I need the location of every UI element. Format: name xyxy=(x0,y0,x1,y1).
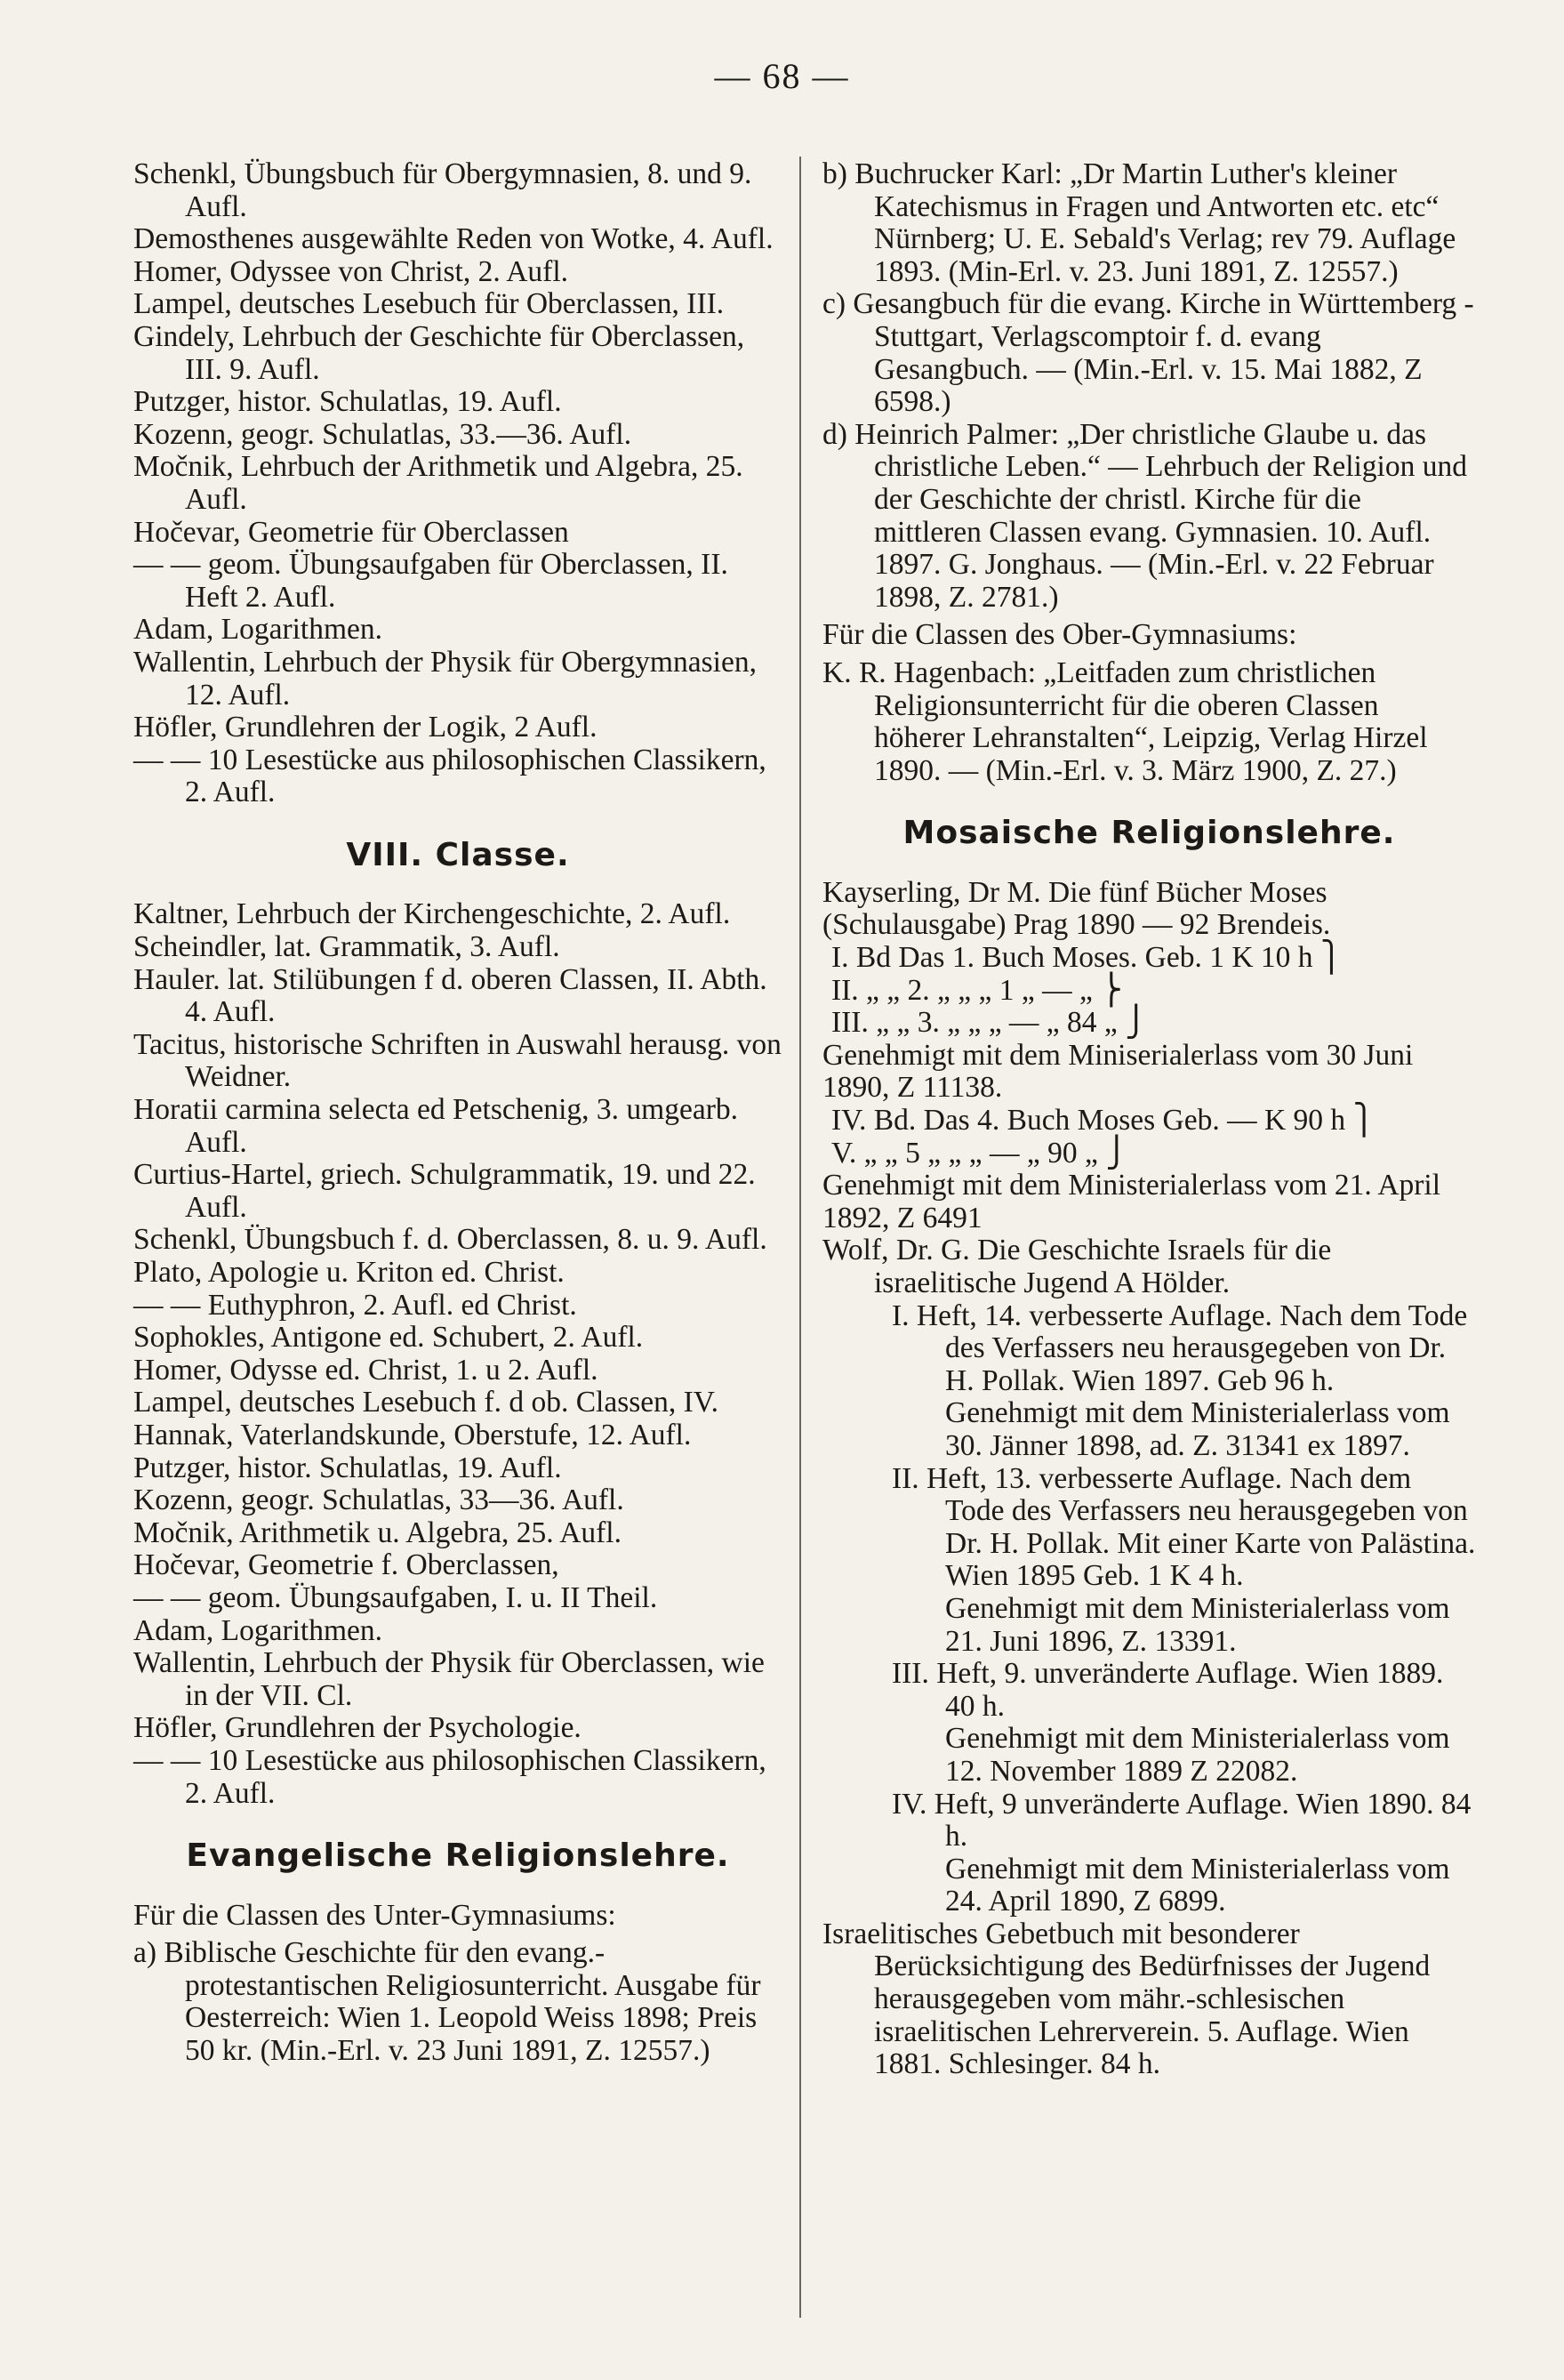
heft-entry: I. Heft, 14. verbesserte Auflage. Nach dem Tode des Verfassers neu herausgegeben von Dr. H. Pollak. Wien 1897. Geb 96 h. xyxy=(892,1299,1468,1397)
book-entry: — — geom. Übungsaufgaben, I. u. II Theil. xyxy=(133,1580,658,1614)
book-entry: Schenkl, Übungsbuch f. d. Oberclassen, 8. u. 9. Aufl. xyxy=(133,1223,767,1257)
volume-line: I. Bd Das 1. Buch Moses. Geb. 1 K 10 h ⎫ xyxy=(831,941,1343,975)
book-entry: Hannak, Vaterlandskunde, Oberstufe, 12. Aufl. xyxy=(133,1418,692,1451)
book-entry: Adam, Logarithmen. xyxy=(133,613,383,647)
book-entry: Hočevar, Geometrie f. Oberclassen, xyxy=(133,1548,559,1582)
book-entry: Wallentin, Lehrbuch der Physik für Oberclassen, wie in der VII. Cl. xyxy=(133,1646,765,1712)
heft-entry: III. Heft, 9. unveränderte Auflage. Wien 1889. 40 h. xyxy=(892,1657,1444,1723)
book-entry: Wolf, Dr. G. Die Geschichte Israels für die israelitische Jugend A Hölder. xyxy=(822,1234,1332,1299)
book-entry: Lampel, deutsches Lesebuch f. d ob. Classen, IV. xyxy=(133,1386,719,1419)
volume-line: V. „ „ 5 „ „ „ — „ 90 „ ⎭ xyxy=(831,1136,1128,1170)
book-entry: Scheindler, lat. Grammatik, 3. Aufl. xyxy=(133,930,560,964)
book-entry: Horatii carmina selecta ed Petschenig, 3. umgearb. Aufl. xyxy=(133,1093,738,1159)
class-intro: Für die Classen des Ober-Gymnasiums: xyxy=(822,618,1297,652)
volume-line: IV. Bd. Das 4. Buch Moses Geb. — K 90 h ⎫ xyxy=(831,1104,1376,1138)
lettered-entry: c) Gesangbuch für die evang. Kirche in Württemberg - Stuttgart, Verlagscomptoir f. d. evang Gesangbuch. — (Min.-Erl. v. 15. Mai 1882, Z 6598.) xyxy=(822,287,1474,419)
book-entry: Putzger, histor. Schulatlas, 19. Aufl. xyxy=(133,385,562,419)
left-column xyxy=(133,158,782,2068)
approval-note: Genehmigt mit dem Ministerialerlass vom 24. April 1890, Z 6899. xyxy=(945,1852,1450,1918)
book-entry: Lampel, deutsches Lesebuch für Oberclassen, III. xyxy=(133,287,725,321)
lettered-entry: b) Buchrucker Karl: „Dr Martin Luther's kleiner Katechismus in Fragen und Antworten etc. etc“ Nürnberg; U. E. Sebald's Verlag; rev 79. Auflage 1893. (Min-Erl. v. 23. Juni 1891, Z. 12557.) xyxy=(822,157,1456,288)
book-entry: Sophokles, Antigone ed. Schubert, 2. Aufl. xyxy=(133,1321,644,1355)
book-entry: Hauler. lat. Stilübungen f d. oberen Classen, II. Abth. 4. Aufl. xyxy=(133,962,767,1029)
book-entry: Homer, Odyssee von Christ, 2. Aufl. xyxy=(133,254,569,288)
book-entry: Gindely, Lehrbuch der Geschichte für Oberclassen, III. 9. Aufl. xyxy=(133,319,745,386)
book-entry: Homer, Odysse ed. Christ, 1. u 2. Aufl. xyxy=(133,1353,598,1387)
book-entry: Schenkl, Übungsbuch für Obergymnasien, 8. und 9. Aufl. xyxy=(133,157,752,223)
right-column xyxy=(822,158,1476,2081)
book-entry: Plato, Apologie u. Kriton ed. Christ. xyxy=(133,1256,565,1289)
book-entry: — — 10 Lesestücke aus philosophischen Classikern, 2. Aufl. xyxy=(133,1743,766,1810)
book-entry: K. R. Hagenbach: „Leitfaden zum christlichen Religionsunterricht für die oberen Classen höherer Lehranstalten“, Leipzig, Verlag Hirzel 1890. — (Min.-Erl. v. 3. März 1900, Z. 27.) xyxy=(822,655,1428,787)
book-entry: Močnik, Lehrbuch der Arithmetik und Algebra, 25. Aufl. xyxy=(133,450,743,516)
book-entry: Hočevar, Geometrie für Oberclassen xyxy=(133,515,569,549)
book-entry: Kozenn, geogr. Schulatlas, 33—36. Aufl. xyxy=(133,1483,624,1517)
volume-line: III. „ „ 3. „ „ „ — „ 84 „ ⎭ xyxy=(831,1006,1148,1040)
book-entry: Höfler, Grundlehren der Logik, 2 Aufl. xyxy=(133,711,598,744)
approval-note: Genehmigt mit dem Miniserialerlass vom 30 Juni 1890, Z 11138. xyxy=(822,1038,1414,1105)
book-entry: Kayserling, Dr M. Die fünf Bücher Moses (Schulausgabe) Prag 1890 — 92 Brendeis. xyxy=(822,875,1331,942)
book-entry: — — geom. Übungsaufgaben für Oberclassen, II. Heft 2. Aufl. xyxy=(133,548,728,614)
approval-note: Genehmigt mit dem Ministerialerlass vom 30. Jänner 1898, ad. Z. 31341 ex 1897. xyxy=(945,1396,1450,1462)
book-entry: Kozenn, geogr. Schulatlas, 33.—36. Aufl. xyxy=(133,417,632,451)
book-entry: Demosthenes ausgewählte Reden von Wotke, 4. Aufl. xyxy=(133,222,774,256)
heft-entry: IV. Heft, 9 unveränderte Auflage. Wien 1890. 84 h. xyxy=(892,1787,1472,1853)
book-entry: Putzger, histor. Schulatlas, 19. Aufl. xyxy=(133,1451,562,1484)
page-number: — 68 — xyxy=(714,56,850,96)
section-heading-mosaische-religionslehre: Mosaische Religionslehre. xyxy=(902,815,1396,852)
book-entry: Höfler, Grundlehren der Psychologie. xyxy=(133,1711,581,1745)
section-heading-evangelische-religionslehre: Evangelische Religionslehre. xyxy=(186,1837,730,1875)
heft-entry: II. Heft, 13. verbesserte Auflage. Nach dem Tode des Verfassers neu herausgegeben von Dr. H. Pollak. Mit einer Karte von Palästina. Wien 1895 Geb. 1 K 4 h. xyxy=(892,1461,1476,1593)
book-entry: Adam, Logarithmen. xyxy=(133,1613,383,1647)
book-entry: Tacitus, historische Schriften in Auswahl herausg. von Weidner. xyxy=(133,1027,782,1094)
book-entry: Israelitisches Gebetbuch mit besonderer Berücksichtigung des Bedürfnisses der Jugend herausgegeben vom mähr.-schlesischen israelitischen Lehrerverein. 5. Auflage. Wien 1881. Schlesinger. 84 h. xyxy=(822,1917,1431,2081)
book-entry: — — Euthyphron, 2. Aufl. ed Christ. xyxy=(133,1288,577,1322)
approval-note: Genehmigt mit dem Ministerialerlass vom 12. November 1889 Z 22082. xyxy=(945,1722,1450,1788)
volume-line: II. „ „ 2. „ „ „ 1 „ — „ ⎬ xyxy=(831,973,1123,1007)
approval-note: Genehmigt mit dem Ministerialerlass vom 21. April 1892, Z 6491 xyxy=(822,1169,1441,1234)
class-intro: Für die Classen des Unter-Gymnasiums: xyxy=(133,1898,616,1932)
book-entry: Močnik, Arithmetik u. Algebra, 25. Aufl. xyxy=(133,1516,622,1549)
lettered-entry: a) Biblische Geschichte für den evang.-protestantischen Religiosunterricht. Ausgabe für Oesterreich: Wien 1. Leopold Weiss 1898; Preis 50 kr. (Min.-Erl. v. 23 Juni 1891, Z. 12557.) xyxy=(133,1936,761,2068)
book-entry: Curtius-Hartel, griech. Schulgrammatik, 19. und 22. Aufl. xyxy=(133,1158,756,1224)
approval-note: Genehmigt mit dem Ministerialerlass vom 21. Juni 1896, Z. 13391. xyxy=(945,1591,1450,1658)
book-entry: Wallentin, Lehrbuch der Physik für Obergymnasien, 12. Aufl. xyxy=(133,645,757,712)
book-entry: — — 10 Lesestücke aus philosophischen Classikern, 2. Aufl. xyxy=(133,743,766,809)
section-heading-viii-classe: VIII. Classe. xyxy=(346,836,570,873)
lettered-entry: d) Heinrich Palmer: „Der christliche Glaube u. das christliche Leben.“ — Lehrbuch der Religion und der Geschichte der christl. Kirche für die mittleren Classen evang. Gymnasien. 10. Aufl. 1897. G. Jonghaus. — (Min.-Erl. v. 22 Februar 1898, Z. 2781.) xyxy=(822,417,1467,614)
book-entry: Kaltner, Lehrbuch der Kirchengeschichte, 2. Aufl. xyxy=(133,897,731,931)
column-divider xyxy=(799,157,801,2318)
